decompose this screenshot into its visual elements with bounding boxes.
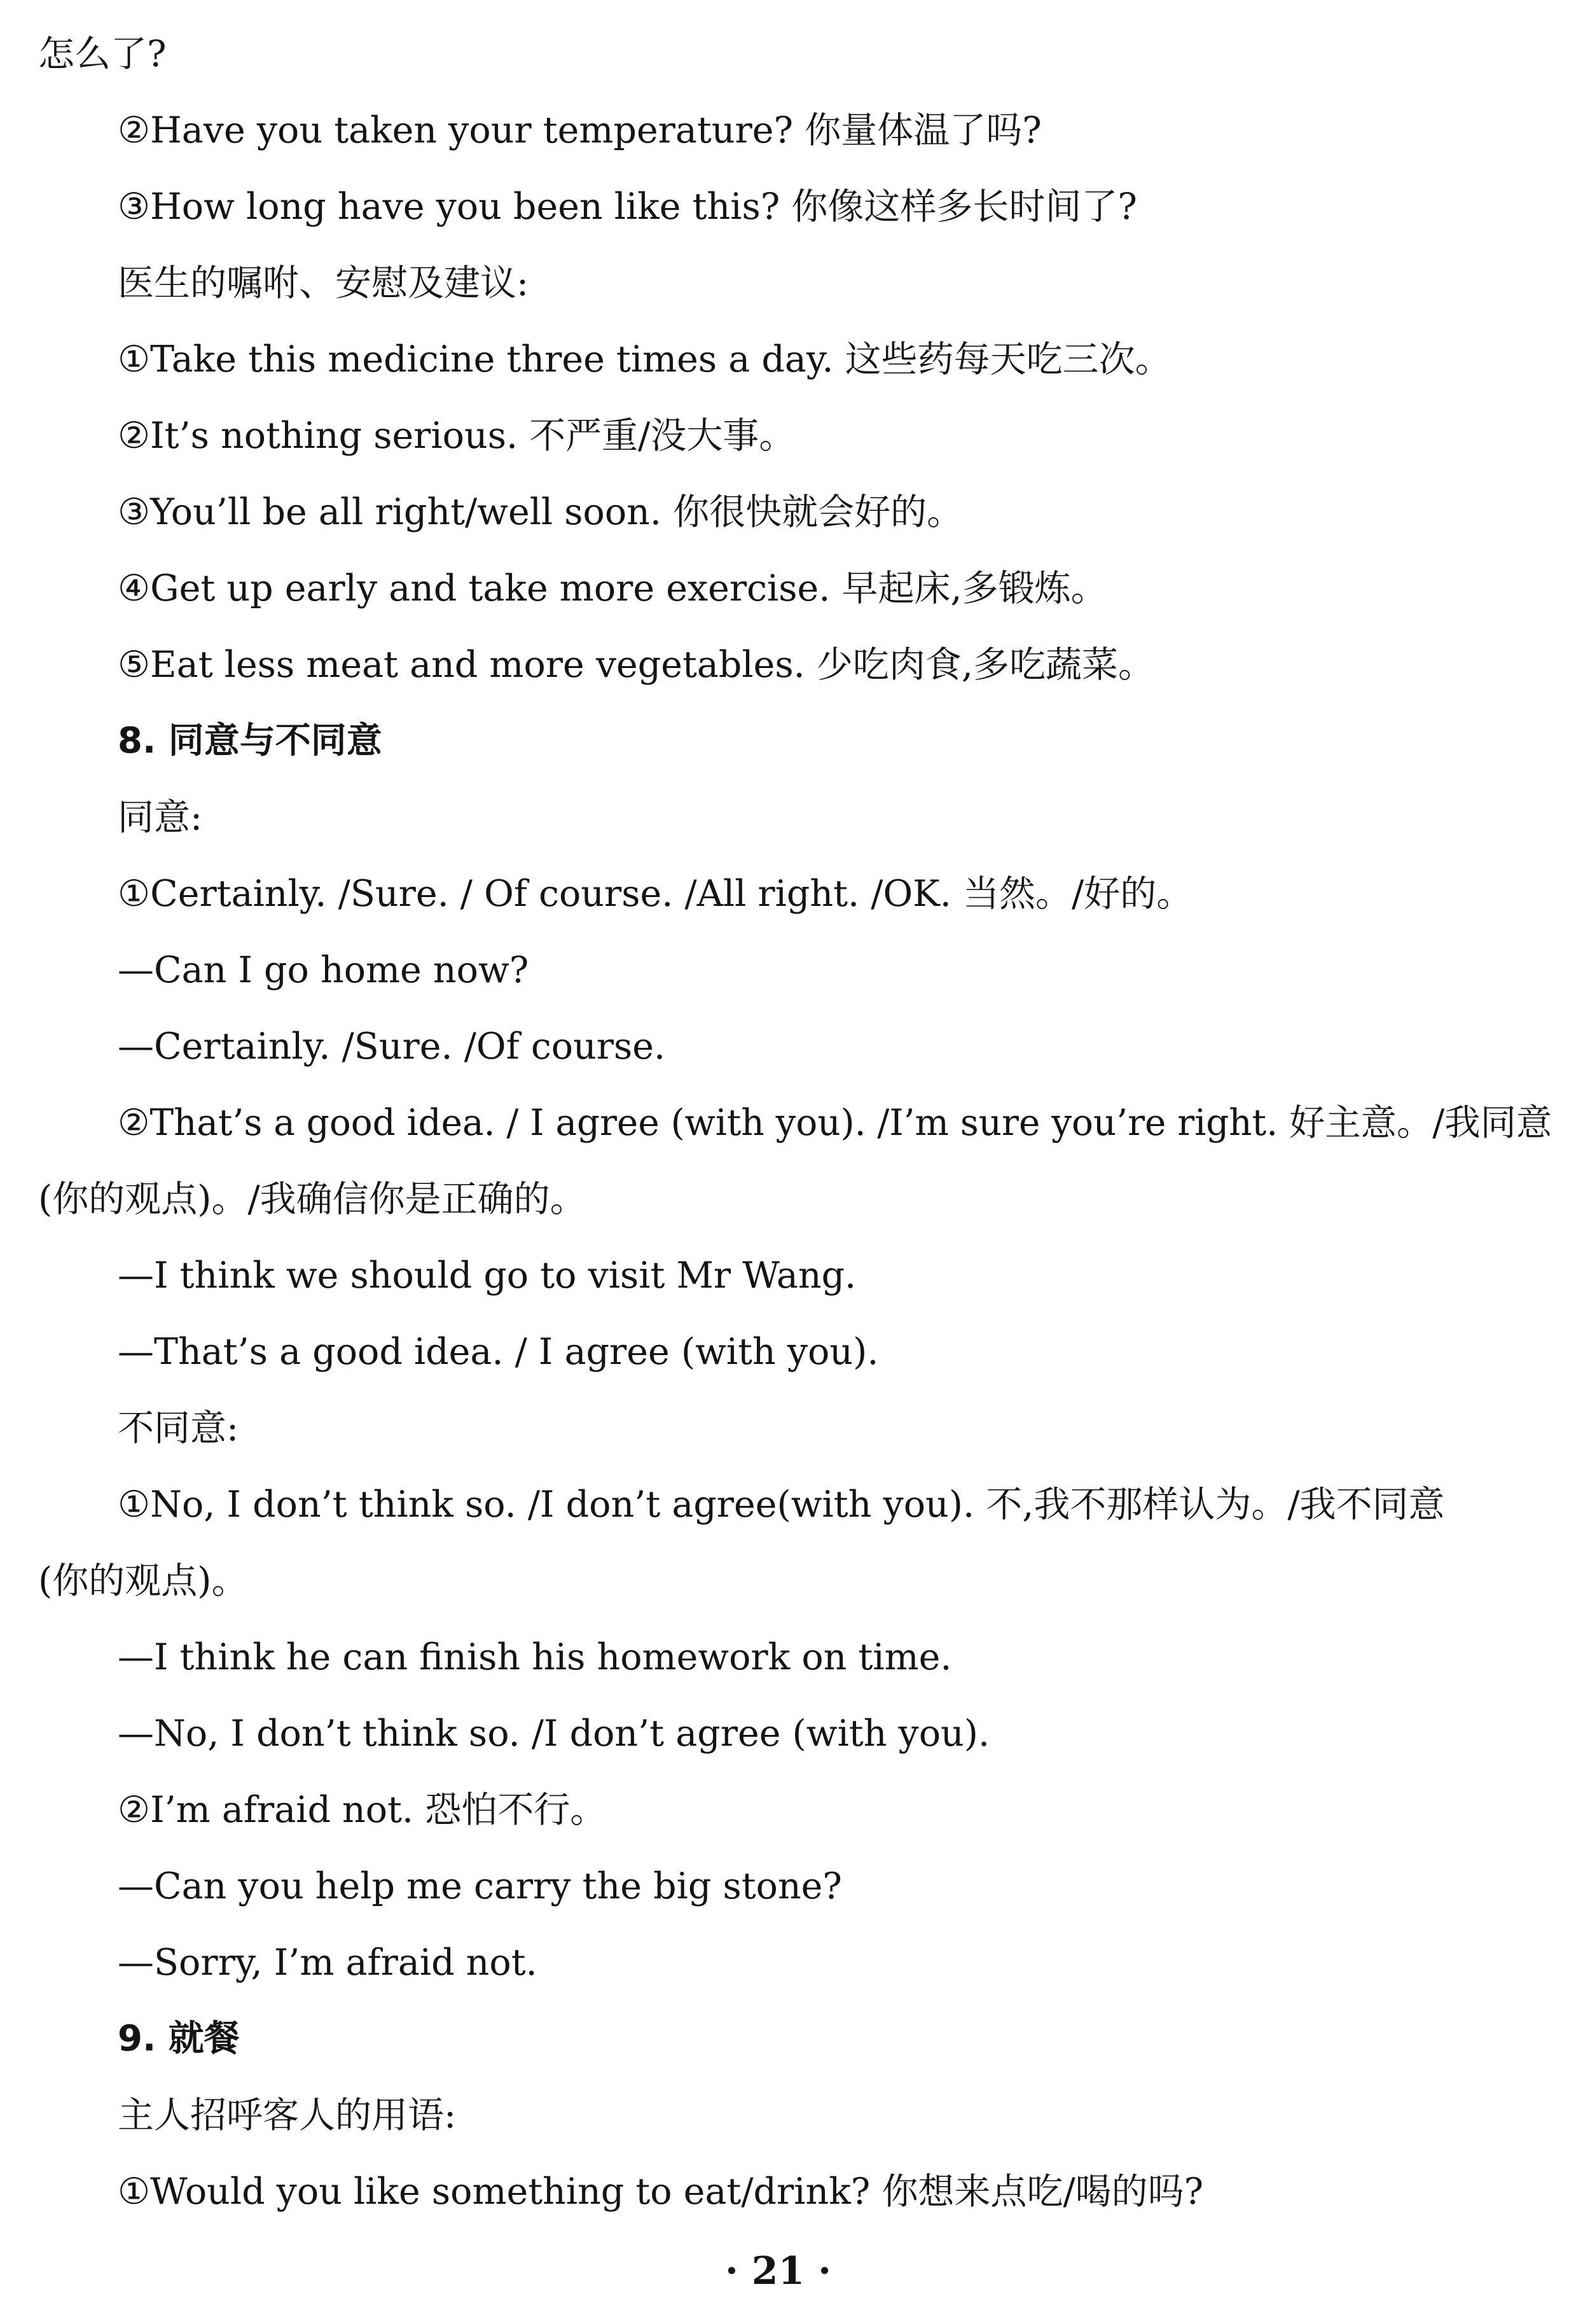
text-line-14: —Certainly. /Sure. /Of course.: [118, 1026, 666, 1068]
text-line-13: —Can I go home now?: [118, 949, 529, 991]
text-line-15: ②That’s a good idea. / I agree (with you). /I’m sure you’re right. 好主意。/我同意: [118, 1102, 1552, 1144]
text-line-19: 不同意:: [118, 1407, 239, 1449]
text-line-17: —I think we should go to visit Mr Wang.: [118, 1255, 857, 1297]
text-line-1: 怎么了?: [38, 33, 167, 75]
text-line-8: ④Get up early and take more exercise. 早起床,多锻炼。: [118, 567, 1107, 609]
text-line-20: ①No, I don’t think so. /I don’t agree(with you). 不,我不那样认为。/我不同意: [118, 1484, 1445, 1526]
text-line-21: (你的观点)。: [38, 1560, 248, 1602]
text-line-5: ①Take this medicine three times a day. 这些药每天吃三次。: [118, 338, 1172, 380]
page-number: · 21 ·: [725, 2249, 832, 2293]
text-line-25: —Can you help me carry the big stone?: [118, 1865, 842, 1907]
text-line-7: ③You’ll be all right/well soon. 你很快就会好的。: [118, 491, 964, 533]
section-heading-9: 9. 就餐: [118, 2018, 240, 2059]
section-heading-8: 8. 同意与不同意: [118, 720, 382, 762]
text-line-28: 主人招呼客人的用语:: [118, 2094, 457, 2136]
text-line-12: ①Certainly. /Sure. / Of course. /All right. /OK. 当然。/好的。: [118, 873, 1193, 915]
text-line-23: —No, I don’t think so. /I don’t agree (with you).: [118, 1713, 990, 1755]
text-line-26: —Sorry, I’m afraid not.: [118, 1942, 537, 1984]
text-line-29: ①Would you like something to eat/drink? 你想来点吃/喝的吗?: [118, 2171, 1204, 2213]
text-line-6: ②It’s nothing serious. 不严重/没大事。: [118, 415, 796, 457]
text-line-2: ②Have you taken your temperature? 你量体温了吗?: [118, 109, 1042, 151]
text-line-9: ⑤Eat less meat and more vegetables. 少吃肉食,多吃蔬菜。: [118, 644, 1154, 686]
text-line-24: ②I’m afraid not. 恐怕不行。: [118, 1789, 607, 1831]
text-line-22: —I think he can finish his homework on time.: [118, 1636, 952, 1678]
text-line-4: 医生的嘱咐、安慰及建议:: [118, 262, 529, 304]
text-line-16: (你的观点)。/我确信你是正确的。: [38, 1178, 586, 1220]
text-line-18: —That’s a good idea. / I agree (with you).: [118, 1331, 879, 1373]
text-line-11: 同意:: [118, 797, 203, 838]
text-line-3: ③How long have you been like this? 你像这样多长时间了?: [118, 186, 1137, 228]
